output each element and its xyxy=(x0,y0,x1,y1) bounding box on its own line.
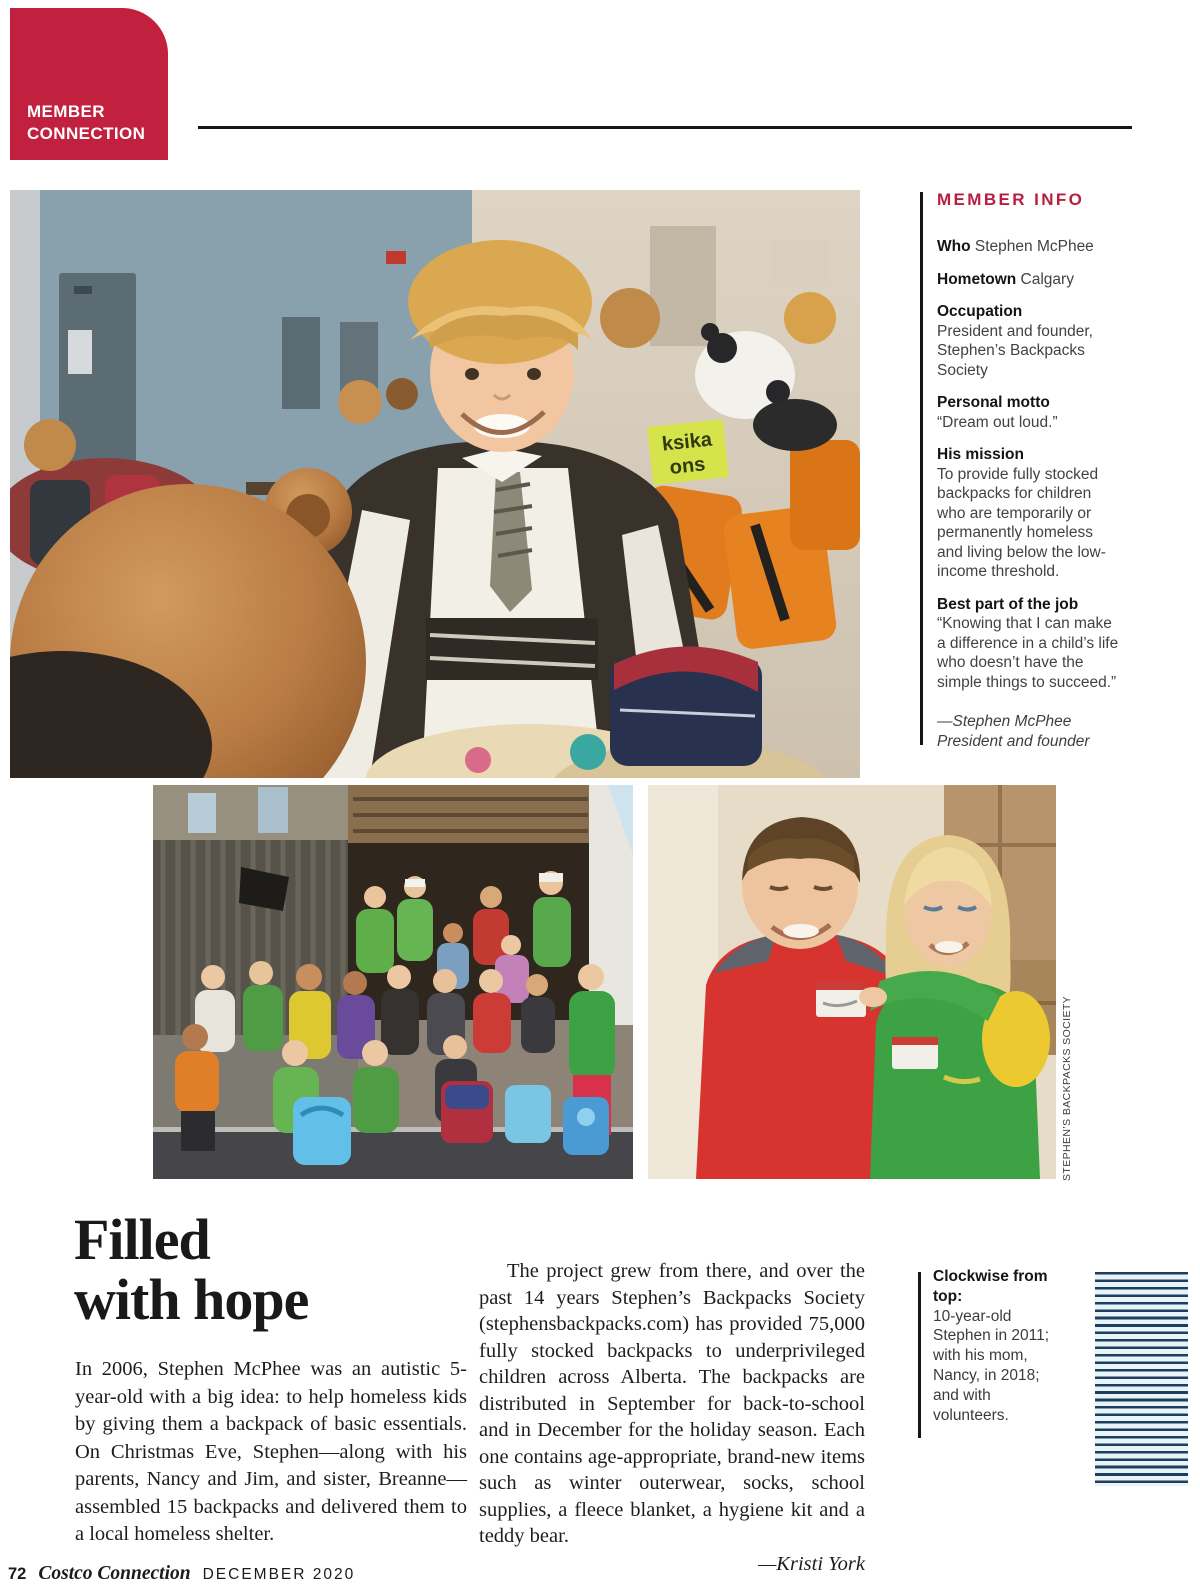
group-photo xyxy=(153,785,633,1179)
article-paragraph-2: The project grew from there, and over the past 14 years Stephen’s Backpacks Society (stephensbackpacks.com) has provided 75,000 fully stocked backpacks to underprivileged children across Alberta. The backpacks are distributed in September for back-to-school and in December for the holiday season. Each one contains age-appropriate, brand-new items such as winter outerwear, socks, school supplies, a fleece blanket, a hygiene kit and a teddy bear. xyxy=(479,1260,865,1547)
headline-line-1: Filled xyxy=(74,1207,210,1272)
member-info-panel xyxy=(937,190,1119,768)
duo-photo-illustration xyxy=(648,785,1056,1179)
sign-text-line1: ksika xyxy=(660,428,713,456)
photo-credit-vertical: STEPHEN’S BACKPACKS SOCIETY xyxy=(1061,995,1073,1181)
badge-line-2: CONNECTION xyxy=(27,124,146,143)
member-info-rule xyxy=(920,192,923,745)
article-paragraph-1: In 2006, Stephen McPhee was an autistic 5-year-old with a big idea: to help homeless kids by giving them a backpack of basic essentials. On Christmas Eve, Stephen—along with his parents, Nancy and Jim, and sister, Breanne—assembled 15 backpacks and delivered them to a local homeless shelter. xyxy=(75,1358,467,1545)
article-byline: —Kristi York xyxy=(758,1552,865,1575)
page-footer xyxy=(8,1563,355,1585)
issue-date: DECEMBER 2020 xyxy=(202,1566,356,1583)
decorative-navy-lines xyxy=(1095,1272,1188,1486)
caption-text: 10-year-old Stephen in 2011; with his mom, Nancy, in 2018; and with volunteers. xyxy=(933,1307,1050,1424)
donation-sign xyxy=(647,419,729,485)
article-headline xyxy=(74,1207,434,1332)
main-photo xyxy=(10,190,860,778)
member-info-field-occupation: Occupation President and founder, Stephen’s Backpacks Society xyxy=(937,303,1093,379)
member-info-field-mission: His mission To provide fully stocked backpacks for children who are temporarily or permanently homeless and living below the low-income threshold. xyxy=(937,446,1106,580)
photo-caption xyxy=(933,1267,1059,1425)
member-info-attribution: —Stephen McPhee President and founder xyxy=(937,713,1090,750)
magazine-name: Costco Connection xyxy=(38,1563,191,1584)
page-number: 72 xyxy=(8,1565,27,1583)
headline-line-2: with hope xyxy=(74,1267,309,1332)
member-info-field-motto: Personal motto “Dream out loud.” xyxy=(937,394,1058,431)
duo-photo xyxy=(648,785,1056,1179)
header-rule xyxy=(198,126,1132,129)
caption-label: Clockwise from top: xyxy=(933,1268,1048,1305)
main-photo-illustration xyxy=(10,190,860,778)
sign-text-line2: ons xyxy=(668,453,707,479)
article-column-2 xyxy=(479,1258,865,1577)
badge-line-1: MEMBER xyxy=(27,102,105,121)
badge-title xyxy=(10,101,145,160)
member-info-field-hometown: Hometown Calgary xyxy=(937,270,1074,288)
group-photo-illustration xyxy=(153,785,633,1179)
caption-rule xyxy=(918,1272,921,1438)
member-info-field-best-part: Best part of the job “Knowing that I can make a difference in a child’s life who doesn’t have the simple things to succeed.” xyxy=(937,595,1119,691)
member-connection-badge xyxy=(10,8,168,160)
member-info-heading: MEMBER INFO xyxy=(937,190,1085,209)
member-info-field-who: Who Stephen McPhee xyxy=(937,238,1094,255)
